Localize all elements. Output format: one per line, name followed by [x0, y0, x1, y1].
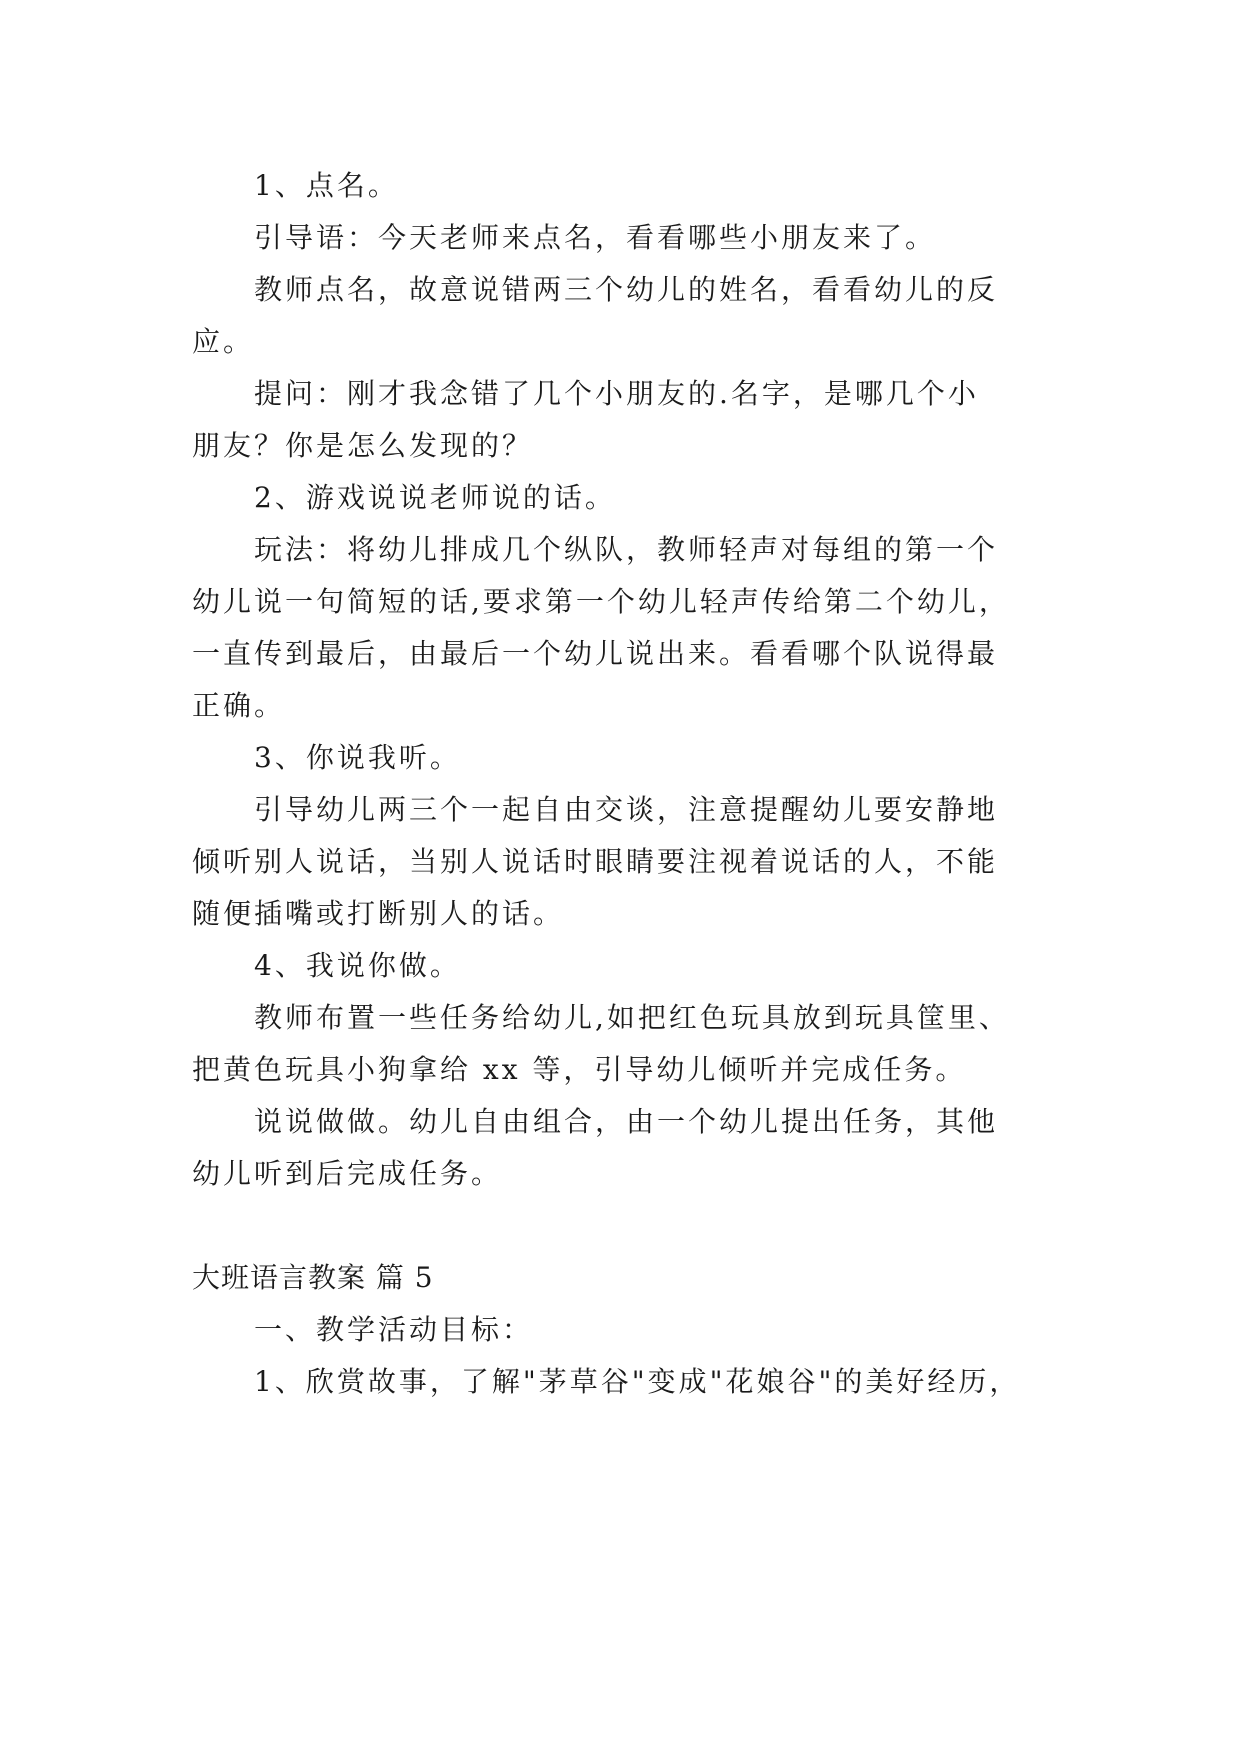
step-1-heading: 1、点名。 [254, 169, 399, 202]
section-heading: 大班语言教案 篇 5 [192, 1261, 434, 1294]
paragraph-line: 朋友？你是怎么发现的？ [192, 429, 534, 462]
paragraph-line: 提问：刚才我念错了几个小朋友的.名字，是哪几个小 [254, 377, 979, 410]
paragraph-line: 一直传到最后，由最后一个幼儿说出来。看看哪个队说得最 [192, 637, 999, 670]
paragraph-line: 教师点名，故意说错两三个幼儿的姓名，看看幼儿的反 [254, 273, 999, 306]
paragraph-line: 说说做做。幼儿自由组合，由一个幼儿提出任务，其他 [254, 1105, 999, 1138]
step-4-heading: 4、我说你做。 [254, 949, 461, 982]
paragraph-line: 引导语：今天老师来点名，看看哪些小朋友来了。 [254, 221, 937, 254]
paragraph-line: 随便插嘴或打断别人的话。 [192, 897, 565, 930]
paragraph-line: 幼儿听到后完成任务。 [192, 1157, 503, 1190]
step-3-heading: 3、你说我听。 [254, 741, 461, 774]
paragraph-line: 把黄色玩具小狗拿给 xx 等，引导幼儿倾听并完成任务。 [192, 1053, 967, 1086]
paragraph-line: 1、欣赏故事，了解"茅草谷"变成"花娘谷"的美好经历， [254, 1365, 1021, 1398]
paragraph-line: 幼儿说一句简短的话,要求第一个幼儿轻声传给第二个幼儿， [192, 585, 1010, 618]
objectives-heading: 一、教学活动目标： [254, 1313, 534, 1346]
paragraph-line: 教师布置一些任务给幼儿,如把红色玩具放到玩具筐里、 [254, 1001, 1010, 1034]
paragraph-line: 正确。 [192, 689, 286, 722]
paragraph-line: 玩法：将幼儿排成几个纵队，教师轻声对每组的第一个 [254, 533, 999, 566]
step-2-heading: 2、游戏说说老师说的话。 [254, 481, 616, 514]
paragraph-line: 引导幼儿两三个一起自由交谈，注意提醒幼儿要安静地 [254, 793, 999, 826]
paragraph-line: 应。 [192, 325, 255, 358]
paragraph-line: 倾听别人说话，当别人说话时眼睛要注视着说话的人，不能 [192, 845, 999, 878]
